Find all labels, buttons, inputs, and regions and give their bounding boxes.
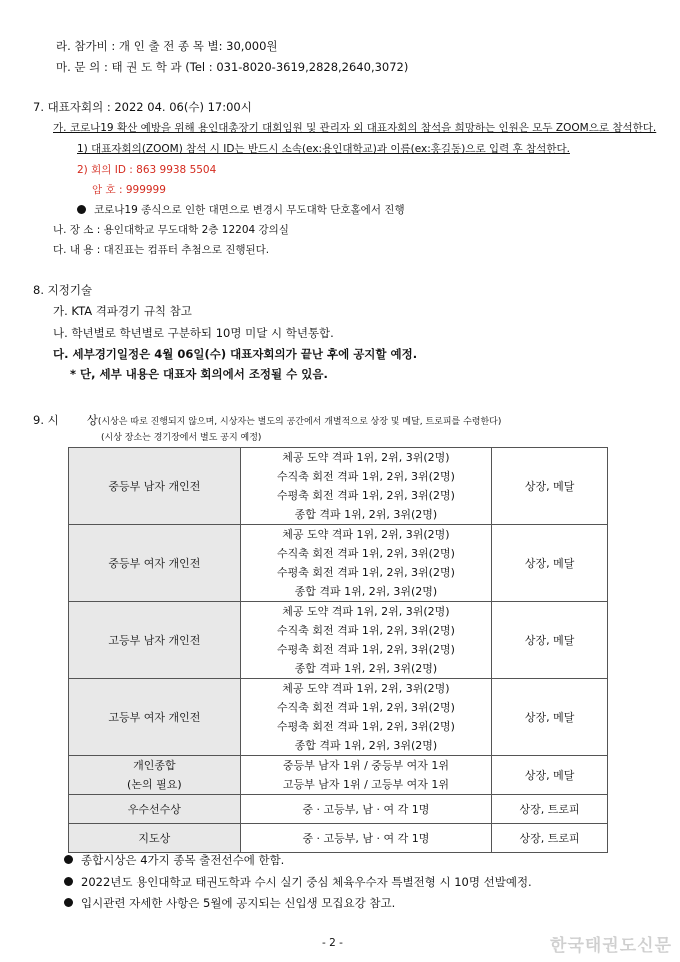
items-cell: 체공 도약 격파 1위, 2위, 3위(2명) 수직축 회전 격파 1위, 2위, 3위(2명) 수평축 회전 격파 1위, 2위, 3위(2명) 종합 격파 1위, 2위, 3위(2명): [240, 679, 492, 756]
bullet-icon: [77, 205, 86, 214]
section7-zoom-id-rule: 1) 대표자회의(ZOOM) 참석 시 ID는 반드시 소속(ex:용인대학교)과 이름(ex:홍길동)으로 입력 후 참석한다.: [77, 143, 570, 155]
bullet-icon: [64, 898, 73, 907]
awards-table: [68, 447, 608, 853]
items-cell: 중등부 남자 1위 / 중등부 여자 1위 고등부 남자 1위 / 고등부 여자 1위: [240, 756, 492, 795]
items-cell: 체공 도약 격파 1위, 2위, 3위(2명) 수직축 회전 격파 1위, 2위, 3위(2명) 수평축 회전 격파 1위, 2위, 3위(2명) 종합 격파 1위, 2위, 3위(2명): [240, 525, 492, 602]
prize-cell: 상장, 메달: [492, 525, 608, 602]
category-cell: 중등부 남자 개인전: [69, 448, 241, 525]
table-row: [69, 525, 608, 602]
section9-title: 9. 시 상(시상은 따로 진행되지 않으며, 시상자는 별도의 공간에서 개별적으로 상장 및 메달, 트로피를 수령한다): [33, 413, 502, 427]
watermark: 한국태권도신문: [550, 936, 672, 956]
prize-cell: 상장, 메달: [492, 679, 608, 756]
prize-cell: 상장, 메달: [492, 756, 608, 795]
items-cell: 중 · 고등부, 남 · 여 각 1명: [240, 824, 492, 853]
table-row: [69, 756, 608, 795]
category-cell: 고등부 여자 개인전: [69, 679, 241, 756]
section7-zoom-notice: 가. 코로나19 확산 예방을 위해 용인대총장기 대회임원 및 관리자 외 대표자회의 참석을 희망하는 인원은 모두 ZOOM으로 참석한다.: [53, 122, 657, 134]
section8-title: 8. 지정기술: [33, 283, 93, 297]
category-cell: 개인종합 (논의 필요): [69, 756, 241, 795]
bullet-icon: [64, 877, 73, 886]
items-cell: 체공 도약 격파 1위, 2위, 3위(2명) 수직축 회전 격파 1위, 2위, 3위(2명) 수평축 회전 격파 1위, 2위, 3위(2명) 종합 격파 1위, 2위, 3위(2명): [240, 448, 492, 525]
table-row: [69, 824, 608, 853]
list-item: 2022년도 용인대학교 태권도학과 수시 실기 중심 체육우수자 특별전형 시 10명 선발예정.: [64, 874, 532, 890]
prize-cell: 상장, 트로피: [492, 824, 608, 853]
table-row: [69, 602, 608, 679]
prize-cell: 상장, 메달: [492, 602, 608, 679]
section9-subnote: (시상 장소는 경기장에서 별도 공지 예정): [101, 433, 262, 443]
prize-cell: 상장, 트로피: [492, 795, 608, 824]
meeting-password: 암 호 : 999999: [92, 184, 166, 196]
covid-note: 코로나19 종식으로 인한 대면으로 변경시 무도대학 단호홀에서 진행: [77, 202, 405, 217]
meeting-place: 나. 장 소 : 용인대학교 무도대학 2층 12204 강의실: [53, 224, 289, 236]
category-cell: 우수선수상: [69, 795, 241, 824]
category-cell: 지도상: [69, 824, 241, 853]
category-cell: 고등부 남자 개인전: [69, 602, 241, 679]
list-item: 입시관련 자세한 사항은 5월에 공지되는 신입생 모집요강 참고.: [64, 895, 395, 911]
meeting-content: 다. 내 용 : 대진표는 컴퓨터 추첨으로 진행된다.: [53, 244, 270, 256]
section8-item-na: 나. 학년별로 학년별로 구분하되 10명 미달 시 학년통합.: [53, 326, 334, 340]
section7-title: 7. 대표자회의 : 2022 04. 06(수) 17:00시: [33, 100, 252, 114]
contact-info: 마. 문 의 : 태 권 도 학 과 (Tel : 031-8020-3619,2828,2640,3072): [56, 60, 409, 74]
table-row: [69, 679, 608, 756]
section8-item-ga: 가. KTA 격파경기 규칙 참고: [53, 304, 192, 318]
meeting-id: 2) 회의 ID : 863 9938 5504: [77, 164, 217, 176]
page-number: - 2 -: [322, 937, 343, 949]
section8-note: * 단, 세부 내용은 대표자 회의에서 조정될 수 있음.: [70, 367, 328, 381]
section8-item-da: 다. 세부경기일정은 4월 06일(수) 대표자회의가 끝난 후에 공지할 예정.: [53, 347, 418, 361]
category-cell: 중등부 여자 개인전: [69, 525, 241, 602]
entry-fee: 라. 참가비 : 개 인 출 전 종 목 별: 30,000원: [56, 39, 278, 53]
items-cell: 체공 도약 격파 1위, 2위, 3위(2명) 수직축 회전 격파 1위, 2위, 3위(2명) 수평축 회전 격파 1위, 2위, 3위(2명) 종합 격파 1위, 2위, 3위(2명): [240, 602, 492, 679]
table-row: [69, 795, 608, 824]
items-cell: 중 · 고등부, 남 · 여 각 1명: [240, 795, 492, 824]
table-row: [69, 448, 608, 525]
list-item: 종합시상은 4가지 종목 출전선수에 한함.: [64, 852, 284, 868]
bullet-icon: [64, 855, 73, 864]
prize-cell: 상장, 메달: [492, 448, 608, 525]
